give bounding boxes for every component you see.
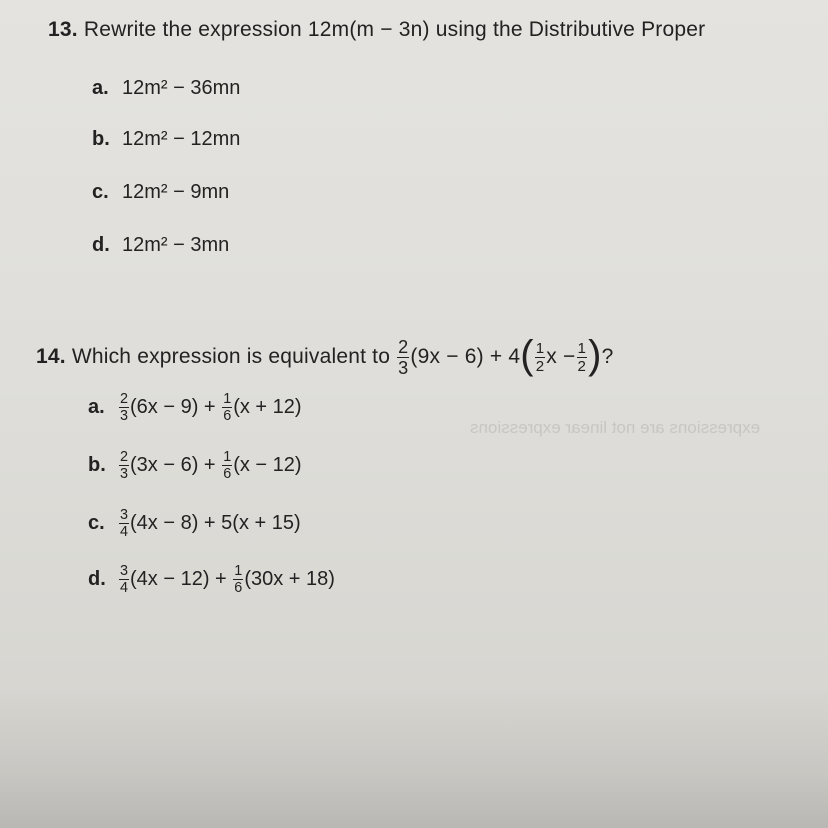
- denominator: 3: [120, 408, 129, 425]
- choice-letter: b.: [92, 128, 110, 150]
- fraction: [119, 450, 129, 482]
- fraction: [233, 564, 243, 596]
- denominator: 2: [535, 358, 545, 376]
- choice-letter: d.: [92, 234, 110, 256]
- numerator: 3: [120, 563, 129, 579]
- choice-letter: a.: [88, 396, 105, 419]
- fraction: [119, 508, 129, 540]
- bleed-through-text: expressions are not linear expressions: [470, 418, 761, 437]
- numerator: 2: [120, 391, 129, 407]
- fraction: [535, 341, 546, 374]
- fraction: [119, 392, 129, 424]
- choice-14c: [88, 508, 301, 540]
- denominator: 6: [223, 466, 232, 483]
- numerator: 2: [120, 449, 129, 465]
- denominator: 6: [223, 408, 232, 425]
- choice-letter: c.: [88, 512, 105, 535]
- choice-text: 12m² − 36mn: [122, 77, 241, 99]
- numerator: 3: [120, 507, 129, 523]
- expression-part: (9x − 6) + 4: [410, 345, 521, 369]
- expression-part: (3x − 6) +: [130, 454, 216, 477]
- numerator: 2: [398, 337, 409, 357]
- choice-14a: [88, 392, 302, 424]
- denominator: 3: [120, 466, 129, 483]
- question-13: [48, 18, 705, 42]
- choice-14d: [88, 564, 335, 596]
- choice-letter: b.: [88, 454, 106, 477]
- expression-part: (4x − 12) +: [130, 568, 227, 591]
- question-text: Rewrite the expression 12m(m − 3n) using the Distributive Proper: [83, 18, 706, 41]
- denominator: 2: [577, 358, 587, 376]
- denominator: 6: [234, 580, 243, 597]
- choice-text: 12m² − 9mn: [122, 181, 230, 203]
- denominator: 4: [120, 524, 129, 541]
- question-number: 14.: [36, 345, 66, 369]
- choice-13c: [92, 181, 229, 204]
- fraction: [577, 341, 588, 374]
- choice-letter: d.: [88, 568, 106, 591]
- expression-part: (x + 12): [233, 396, 302, 419]
- expression-part: (30x + 18): [244, 568, 335, 591]
- fraction: [222, 450, 232, 482]
- question-14: [36, 332, 614, 379]
- question-mark: ?: [601, 345, 614, 369]
- question-number: 13.: [48, 18, 78, 41]
- fraction: [119, 564, 129, 596]
- choice-13b: [92, 128, 240, 151]
- right-paren: ): [588, 332, 602, 377]
- denominator: 4: [120, 580, 129, 597]
- expression-part: x −: [546, 345, 576, 369]
- choice-letter: c.: [92, 181, 109, 203]
- denominator: 3: [398, 358, 409, 379]
- choice-13d: [92, 234, 229, 257]
- expression-part: (x − 12): [233, 454, 302, 477]
- expression-part: (4x − 8) + 5(x + 15): [130, 512, 301, 535]
- numerator: 1: [535, 339, 545, 357]
- numerator: 1: [577, 339, 587, 357]
- numerator: 1: [223, 391, 232, 407]
- choice-text: 12m² − 3mn: [122, 234, 230, 256]
- choice-14b: [88, 450, 302, 482]
- choice-letter: a.: [92, 77, 109, 99]
- expression-part: (6x − 9) +: [130, 396, 216, 419]
- fraction: [222, 392, 232, 424]
- numerator: 1: [234, 563, 243, 579]
- choice-text: 12m² − 12mn: [122, 128, 241, 150]
- question-prompt: Which expression is equivalent to: [71, 345, 391, 369]
- page-shadow: [0, 688, 828, 828]
- choice-13a: [92, 77, 240, 100]
- fraction: [397, 338, 409, 377]
- left-paren: (: [520, 332, 534, 377]
- numerator: 1: [223, 449, 232, 465]
